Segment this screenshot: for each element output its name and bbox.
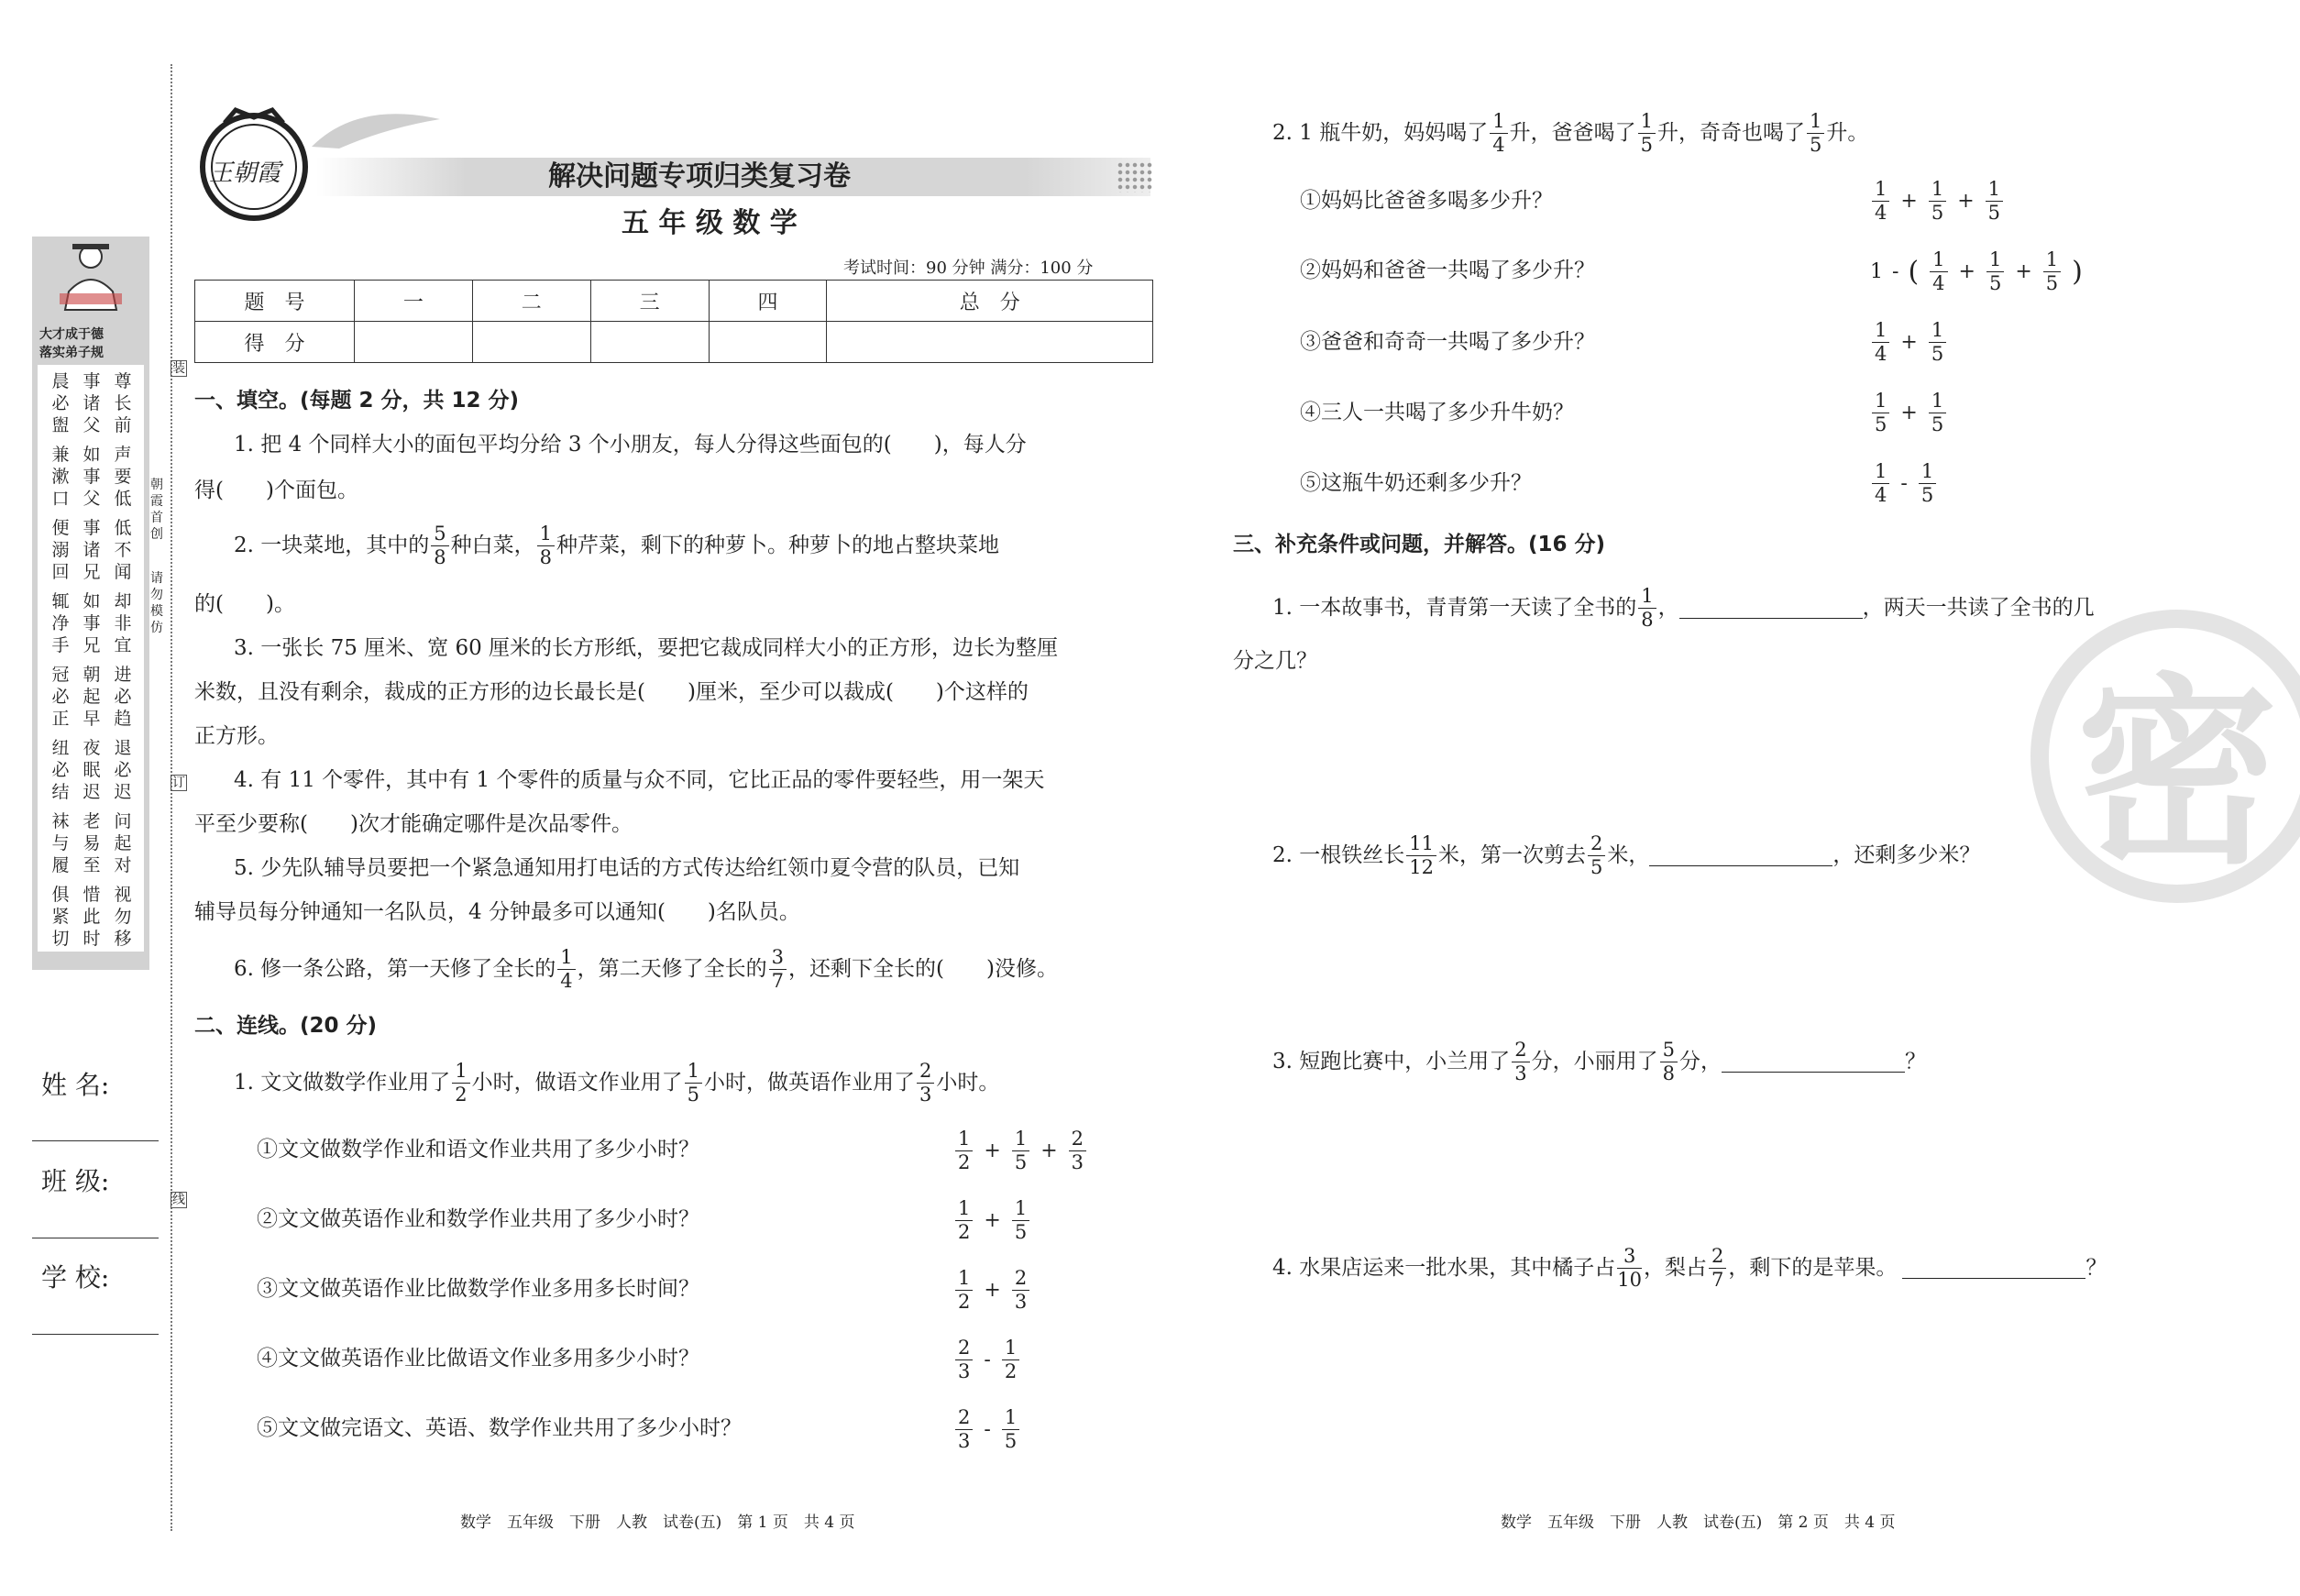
s3-q1-line1 xyxy=(1272,587,2095,630)
fraction-1-2 xyxy=(1002,1338,1019,1381)
fraction-1-2 xyxy=(955,1129,973,1172)
fraction-1-8 xyxy=(1638,587,1656,630)
class-label: 班 级: xyxy=(41,1166,110,1196)
s2-p1-expr-4[interactable] xyxy=(953,1338,1021,1381)
motto-phrase: 低不闻 xyxy=(114,518,132,582)
motto-phrase: 如事父 xyxy=(83,445,101,509)
s1-q2-line1 xyxy=(234,524,999,567)
text: 小时。 xyxy=(936,1071,1000,1095)
s2-p1-expr-5[interactable] xyxy=(953,1408,1021,1451)
text: 2. 一根铁丝长 xyxy=(1272,843,1405,867)
s2-p2-stem xyxy=(1272,112,1868,155)
s2-p1-item-3: ③文文做英语作业比做数学作业多用多长时间？ xyxy=(257,1277,699,1301)
s2-p1-expr-3[interactable] xyxy=(953,1269,1031,1312)
motto-phrase: 视勿移 xyxy=(114,885,132,949)
motto-phrase: 冠必正 xyxy=(51,665,70,729)
numerator: 2 xyxy=(1588,834,1605,856)
score-cell[interactable] xyxy=(355,322,473,363)
minus-sign: - xyxy=(1892,260,1899,283)
text: 升，爸爸喝了 xyxy=(1509,121,1636,145)
s2-p1-item-5: ⑤文文做完语文、英语、数学作业共用了多少小时？ xyxy=(257,1416,742,1440)
confidential-watermark xyxy=(2030,610,2300,903)
s1-q3-line2: 米数，且没有剩余，裁成的正方形的边长最长是( )厘米，至少可以裁成( )个这样的 xyxy=(194,680,1029,704)
numerator: 1 xyxy=(1986,180,2003,202)
fraction-1-5 xyxy=(1012,1199,1029,1242)
numerator: 1 xyxy=(537,524,555,546)
text: 米，第一次剪去 xyxy=(1438,843,1586,867)
score-value-row xyxy=(195,322,1153,363)
fraction-1-5 xyxy=(1929,321,1946,364)
numerator: 1 xyxy=(1872,321,1889,343)
fraction-2-5 xyxy=(1588,834,1605,877)
s3-q2 xyxy=(1272,834,1980,877)
text: 分，小丽用了 xyxy=(1531,1050,1658,1073)
sidebar-panel xyxy=(32,237,149,970)
denominator: 5 xyxy=(1590,856,1603,878)
motto-phrase: 纽必结 xyxy=(51,738,70,802)
numerator: 1 xyxy=(1929,391,1946,413)
numerator: 1 xyxy=(955,1129,973,1151)
fraction-3-10 xyxy=(1617,1247,1642,1290)
fraction-1-5 xyxy=(2043,250,2061,293)
s3-q4 xyxy=(1272,1247,2107,1290)
text: 2. 一块菜地，其中的 xyxy=(234,534,430,557)
s2-p1-item-1: ①文文做数学作业和语文作业共用了多少小时？ xyxy=(257,1138,699,1161)
score-cell[interactable] xyxy=(472,322,590,363)
denominator: 5 xyxy=(1014,1151,1028,1173)
numerator: 2 xyxy=(917,1062,934,1084)
s1-q2-line2: 的( )。 xyxy=(194,592,295,616)
numerator: 1 xyxy=(452,1062,469,1084)
denominator: 8 xyxy=(539,546,553,568)
score-table xyxy=(194,280,1153,363)
numerator: 2 xyxy=(1512,1040,1529,1062)
side-note-2: 请勿模仿 xyxy=(150,571,163,635)
right-paren: ) xyxy=(2072,256,2083,288)
s1-q5-line1: 5. 少先队辅导员要把一个紧急通知用打电话的方式传达给红领巾夏令营的队员，已知 xyxy=(234,856,1020,880)
numerator: 1 xyxy=(955,1199,973,1221)
text: 种白菜， xyxy=(450,534,535,557)
motto-box xyxy=(38,365,144,952)
seal-mark-1: 装 xyxy=(172,361,185,376)
s1-q1-line1: 1. 把 4 个同样大小的面包平均分给 3 个小朋友，每人分得这些面包的( )，每人分 xyxy=(234,433,1027,457)
answer-blank[interactable] xyxy=(1902,1258,2085,1279)
denominator: 2 xyxy=(958,1151,971,1173)
text: 1. 一本故事书，青青第一天读了全书的 xyxy=(1272,596,1637,620)
fraction-1-5 xyxy=(1986,180,2003,223)
denominator: 5 xyxy=(687,1084,700,1106)
denominator: 5 xyxy=(1931,343,1944,365)
numerator: 1 xyxy=(1012,1199,1029,1221)
motto-phrase: 如事兄 xyxy=(83,591,101,655)
left-paren: ( xyxy=(1908,256,1920,288)
numerator: 1 xyxy=(1490,112,1507,134)
text: ，还剩下全长的( )没修。 xyxy=(788,957,1058,981)
numerator: 5 xyxy=(431,524,448,546)
motto-phrase: 袜与履 xyxy=(51,811,70,875)
seal-mark-2: 订 xyxy=(172,776,185,790)
footer-right: 数学 五年级 下册 人教 试卷(五) 第 2 页 共 4 页 xyxy=(1501,1513,1896,1532)
fraction-1-5 xyxy=(1929,391,1946,435)
denominator: 4 xyxy=(560,970,573,992)
text: ？ xyxy=(2085,1256,2107,1280)
fraction-1-4 xyxy=(1872,462,1889,505)
denominator: 3 xyxy=(1014,1291,1028,1313)
numerator: 11 xyxy=(1406,834,1436,856)
school-label: 学 校: xyxy=(41,1262,110,1293)
s2-p2-item-4: ④三人一共喝了多少升牛奶？ xyxy=(1300,401,1574,424)
fraction-1-4 xyxy=(1490,112,1507,155)
minus-sign: - xyxy=(984,1348,991,1371)
text: 4. 水果店运来一批水果，其中橘子占 xyxy=(1272,1256,1616,1280)
numerator: 2 xyxy=(955,1408,973,1430)
minus-sign: - xyxy=(1900,472,1908,495)
text: 升，奇奇也喝了 xyxy=(1656,121,1805,145)
denominator: 4 xyxy=(1875,343,1887,365)
numerator: 1 xyxy=(557,948,575,970)
answer-blank[interactable] xyxy=(1679,598,1863,619)
denominator: 5 xyxy=(1931,202,1944,224)
minus-sign: - xyxy=(984,1418,991,1441)
motto-phrase: 惜此时 xyxy=(83,885,101,949)
fraction-1-5 xyxy=(1929,180,1946,223)
s2-p2-expr-3[interactable] xyxy=(1870,321,1948,364)
score-header-cell: 二 xyxy=(472,281,590,322)
motto-phrase: 朝起早 xyxy=(83,665,101,729)
text: 米， xyxy=(1607,843,1650,867)
fraction-1-4 xyxy=(1872,321,1889,364)
numerator: 1 xyxy=(1872,180,1889,202)
s2-p2-item-1: ①妈妈比爸爸多喝多少升？ xyxy=(1300,189,1553,213)
ribbon-decoration xyxy=(303,101,449,156)
section1-heading: 一、填空。(每题 2 分，共 12 分) xyxy=(194,389,520,413)
motto-phrase: 声要低 xyxy=(114,445,132,509)
denominator: 5 xyxy=(1875,413,1887,435)
denominator: 5 xyxy=(1004,1430,1018,1452)
numerator: 2 xyxy=(1012,1269,1029,1291)
plus-sign: + xyxy=(1900,190,1918,213)
denominator: 2 xyxy=(958,1221,971,1243)
denominator: 5 xyxy=(1931,413,1944,435)
fraction-1-5 xyxy=(1986,250,2004,293)
numerator: 1 xyxy=(1002,1408,1019,1430)
s2-p2-item-5: ⑤这瓶牛奶还剩多少升？ xyxy=(1300,471,1532,495)
text: 升。 xyxy=(1826,121,1869,145)
plus-sign: + xyxy=(984,1209,1001,1232)
denominator: 5 xyxy=(1640,134,1653,156)
score-cell[interactable] xyxy=(590,322,709,363)
numerator: 2 xyxy=(1069,1129,1086,1151)
s2-p2-expr-5[interactable] xyxy=(1870,462,1938,505)
fraction-1-5 xyxy=(1002,1408,1019,1451)
text: 3. 短跑比赛中，小兰用了 xyxy=(1272,1050,1511,1073)
numerator: 1 xyxy=(1919,462,1936,484)
numerator: 3 xyxy=(769,948,787,970)
denominator: 7 xyxy=(1711,1269,1724,1291)
fraction-1-5 xyxy=(1807,112,1824,155)
numerator: 1 xyxy=(685,1062,702,1084)
numerator: 1 xyxy=(2043,250,2061,272)
s2-p1-expr-2[interactable] xyxy=(953,1199,1031,1242)
score-row-label: 得 分 xyxy=(195,322,355,363)
motto-phrase: 退必迟 xyxy=(114,738,132,802)
denominator: 2 xyxy=(455,1084,468,1106)
s1-q5-line2: 辅导员每分钟通知一名队员，4 分钟最多可以通知( )名队员。 xyxy=(194,900,800,924)
plus-sign: + xyxy=(984,1279,1001,1302)
fraction-1-4 xyxy=(557,948,575,991)
denominator: 3 xyxy=(1514,1062,1527,1084)
motto-phrase: 辄净手 xyxy=(51,591,70,655)
denominator: 5 xyxy=(1988,272,2002,294)
s2-p1-item-4: ④文文做英语作业比做语文作业多用多少小时？ xyxy=(257,1347,699,1370)
s1-q3-line3: 正方形。 xyxy=(194,724,279,748)
answer-blank[interactable] xyxy=(1722,1051,1905,1073)
denominator: 2 xyxy=(958,1291,971,1313)
motto-phrase: 问起对 xyxy=(114,811,132,875)
motto-phrase: 事诸兄 xyxy=(83,518,101,582)
one: 1 xyxy=(1870,260,1883,283)
s2-p2-expr-4[interactable] xyxy=(1870,391,1948,435)
denominator: 12 xyxy=(1409,856,1434,878)
motto-phrase: 却非宜 xyxy=(114,591,132,655)
numerator: 2 xyxy=(955,1338,973,1360)
answer-blank[interactable] xyxy=(1649,845,1832,866)
exam-info: 考试时间：90 分钟 满分：100 分 xyxy=(843,259,1094,278)
text: ，还剩多少米？ xyxy=(1832,843,1981,867)
title-dots xyxy=(1117,161,1153,193)
numerator: 1 xyxy=(1986,250,2004,272)
watermark-glyph: 密 xyxy=(2075,656,2278,891)
plus-sign: + xyxy=(1900,402,1918,424)
score-header-cell: 题 号 xyxy=(195,281,355,322)
s2-p1-item-2: ②文文做英语作业和数学作业共用了多少小时？ xyxy=(257,1207,699,1231)
fraction-1-5 xyxy=(1638,112,1656,155)
score-header-cell: 三 xyxy=(590,281,709,322)
motto-phrase: 兼漱口 xyxy=(51,445,70,509)
numerator: 1 xyxy=(1638,112,1656,134)
denominator: 8 xyxy=(434,546,446,568)
plus-sign: + xyxy=(2015,260,2032,283)
plus-sign: + xyxy=(1040,1139,1058,1162)
motto-phrase: 晨必盥 xyxy=(51,371,70,435)
page-title: 解决问题专项归类复习卷 xyxy=(548,160,851,193)
name-label: 姓 名: xyxy=(41,1070,110,1100)
denominator: 5 xyxy=(1014,1221,1028,1243)
text: 种芹菜，剩下的种萝卜。种萝卜的地占整块菜地 xyxy=(556,534,1000,557)
denominator: 3 xyxy=(958,1360,971,1382)
motto-phrase: 夜眠迟 xyxy=(83,738,101,802)
text: 小时，做语文作业用了 xyxy=(471,1071,683,1095)
name-field[interactable] xyxy=(32,1140,159,1141)
s1-q4-line2: 平至少要称( )次才能确定哪件是次品零件。 xyxy=(194,812,633,836)
fraction-2-3 xyxy=(955,1408,973,1451)
seal-mark-3: 线 xyxy=(172,1193,185,1207)
motto-phrase: 尊长前 xyxy=(114,371,132,435)
denominator: 8 xyxy=(1662,1062,1676,1084)
s3-q3 xyxy=(1272,1040,1926,1084)
numerator: 2 xyxy=(1709,1247,1726,1269)
footer-left: 数学 五年级 下册 人教 试卷(五) 第 1 页 共 4 页 xyxy=(460,1513,855,1532)
fraction-1-5 xyxy=(1919,462,1936,505)
text: ，梨占 xyxy=(1644,1256,1707,1280)
numerator: 1 xyxy=(1872,391,1889,413)
scholar-icon xyxy=(32,237,149,324)
fraction-5-8 xyxy=(431,524,448,567)
text: ，第二天修了全长的 xyxy=(577,957,767,981)
s2-p2-expr-2[interactable] xyxy=(1870,250,2083,293)
denominator: 3 xyxy=(1071,1151,1084,1173)
s2-p1-stem xyxy=(234,1062,999,1105)
fraction-1-2 xyxy=(452,1062,469,1105)
fraction-1-8 xyxy=(537,524,555,567)
numerator: 1 xyxy=(1872,462,1889,484)
denominator: 5 xyxy=(1987,202,2000,224)
fraction-2-3 xyxy=(1512,1040,1529,1084)
text: ，两天一共读了全书的几 xyxy=(1862,596,2095,620)
section2-heading: 二、连线。(20 分) xyxy=(194,1014,378,1038)
score-header-cell: 一 xyxy=(355,281,473,322)
slogan-1: 大才成于德 xyxy=(39,327,104,342)
s1-q6 xyxy=(234,948,1058,991)
motto-phrase: 便溺回 xyxy=(51,518,70,582)
fraction-2-3 xyxy=(955,1338,973,1381)
motto-phrase: 俱紧切 xyxy=(51,885,70,949)
denominator: 7 xyxy=(771,970,785,992)
numerator: 1 xyxy=(1002,1338,1019,1360)
score-cell[interactable] xyxy=(827,322,1153,363)
numerator: 1 xyxy=(1929,321,1946,343)
binding-line xyxy=(171,64,172,1531)
numerator: 5 xyxy=(1660,1040,1678,1062)
score-header-cell: 总 分 xyxy=(827,281,1153,322)
text: 分， xyxy=(1679,1050,1722,1073)
numerator: 1 xyxy=(1929,180,1946,202)
plus-sign: + xyxy=(1958,260,1975,283)
numerator: 1 xyxy=(1012,1129,1029,1151)
logo-text: 王朝霞 xyxy=(209,160,281,187)
s1-q1-line2: 得( )个面包。 xyxy=(194,479,358,502)
text: 1. 文文做数学作业用了 xyxy=(234,1071,451,1095)
fraction-1-4 xyxy=(1872,180,1889,223)
motto-phrase: 事诸父 xyxy=(83,371,101,435)
side-note-1: 朝霞首创 xyxy=(150,478,163,542)
s2-p1-expr-1[interactable] xyxy=(953,1129,1088,1172)
numerator: 3 xyxy=(1617,1247,1642,1269)
text: 小时，做英语作业用了 xyxy=(704,1071,916,1095)
denominator: 4 xyxy=(1875,484,1887,506)
numerator: 1 xyxy=(1807,112,1824,134)
fraction-2-3 xyxy=(1069,1129,1086,1172)
motto-phrase: 老易至 xyxy=(83,811,101,875)
score-header-row xyxy=(195,281,1153,322)
plus-sign: + xyxy=(984,1139,1001,1162)
score-header-cell: 四 xyxy=(709,281,827,322)
fraction-1-2 xyxy=(955,1199,973,1242)
text: 6. 修一条公路，第一天修了全长的 xyxy=(234,957,556,981)
fraction-2-3 xyxy=(1012,1269,1029,1312)
denominator: 4 xyxy=(1932,272,1945,294)
score-cell[interactable] xyxy=(709,322,827,363)
plus-sign: + xyxy=(1900,331,1918,354)
text: ， xyxy=(1657,596,1679,620)
fraction-2-3 xyxy=(917,1062,934,1105)
fraction-1-5 xyxy=(685,1062,702,1105)
fraction-1-2 xyxy=(955,1269,973,1312)
text: ，剩下的是苹果。 xyxy=(1728,1256,1898,1280)
s1-q3-line1: 3. 一张长 75 厘米、宽 60 厘米的长方形纸，要把它裁成同样大小的正方形，边长为整厘 xyxy=(234,636,1059,660)
s2-p2-item-2: ②妈妈和爸爸一共喝了多少升？ xyxy=(1300,259,1595,282)
school-field[interactable] xyxy=(32,1334,159,1335)
denominator: 10 xyxy=(1617,1269,1642,1291)
fraction-5-8 xyxy=(1660,1040,1678,1084)
s3-q1-line2: 分之几？ xyxy=(1233,649,1317,673)
s1-q4-line1: 4. 有 11 个零件，其中有 1 个零件的质量与众不同，它比正品的零件要轻些，用一架天 xyxy=(234,768,1045,792)
slogan-2: 落实弟子规 xyxy=(39,346,104,360)
denominator: 2 xyxy=(1004,1360,1018,1382)
fraction-2-7 xyxy=(1709,1247,1726,1290)
page-subtitle: 五 年 级 数 学 xyxy=(622,207,798,239)
denominator: 3 xyxy=(958,1430,971,1452)
text: 2. 1 瓶牛奶，妈妈喝了 xyxy=(1272,121,1489,145)
numerator: 1 xyxy=(1638,587,1656,609)
denominator: 5 xyxy=(1809,134,1822,156)
denominator: 4 xyxy=(1492,134,1505,156)
plus-sign: + xyxy=(1957,190,1975,213)
denominator: 5 xyxy=(1920,484,1934,506)
s2-p2-item-3: ③爸爸和奇奇一共喝了多少升？ xyxy=(1300,330,1595,354)
s2-p2-expr-1[interactable] xyxy=(1870,180,2005,223)
section3-heading: 三、补充条件或问题，并解答。(16 分) xyxy=(1233,533,1606,556)
fraction-3-7 xyxy=(769,948,787,991)
text: ？ xyxy=(1905,1050,1927,1073)
denominator: 3 xyxy=(919,1084,932,1106)
numerator: 1 xyxy=(1930,250,1947,272)
fraction-11-12 xyxy=(1406,834,1436,877)
numerator: 1 xyxy=(955,1269,973,1291)
fraction-1-5 xyxy=(1872,391,1889,435)
denominator: 5 xyxy=(2045,272,2059,294)
denominator: 4 xyxy=(1875,202,1887,224)
denominator: 8 xyxy=(1641,609,1654,631)
motto-phrase: 进必趋 xyxy=(114,665,132,729)
fraction-1-4 xyxy=(1930,250,1947,293)
fraction-1-5 xyxy=(1012,1129,1029,1172)
